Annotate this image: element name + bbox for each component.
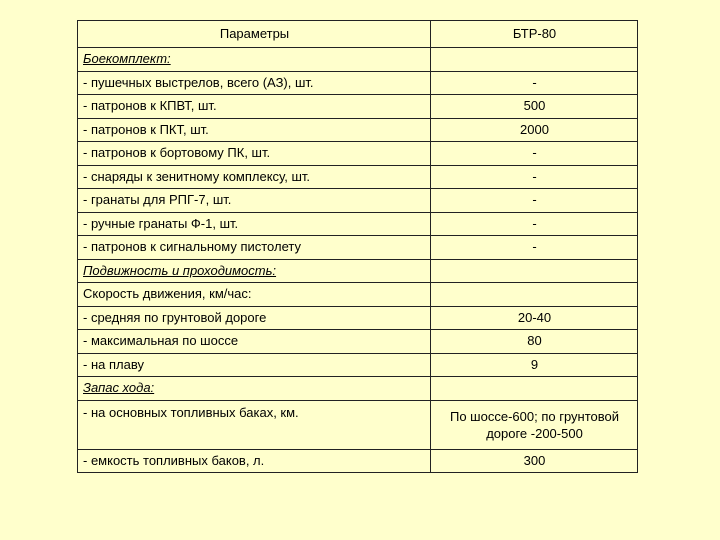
- table-row: [78, 95, 638, 119]
- table-cell-label: - пушечных выстрелов, всего (АЗ), шт.: [78, 71, 431, 95]
- table-row: [78, 236, 638, 260]
- table-cell-value: -: [431, 189, 638, 213]
- spec-table: [77, 20, 638, 473]
- table-row: [78, 283, 638, 307]
- table-cell-label: - емкость топливных баков, л.: [78, 449, 431, 473]
- table-cell-value: 20-40: [431, 306, 638, 330]
- header-parameters: Параметры: [78, 21, 431, 48]
- table-row: [78, 189, 638, 213]
- table-row: [78, 118, 638, 142]
- table-cell-label: - на плаву: [78, 353, 431, 377]
- header-btr80: БТР-80: [431, 21, 638, 48]
- table-cell-label: - патронов к ПКТ, шт.: [78, 118, 431, 142]
- table-cell-value: 300: [431, 449, 638, 473]
- table-cell-label: - гранаты для РПГ-7, шт.: [78, 189, 431, 213]
- table-cell-label: - патронов к сигнальному пистолету: [78, 236, 431, 260]
- table-cell-label: - максимальная по шоссе: [78, 330, 431, 354]
- table-cell-label: - средняя по грунтовой дороге: [78, 306, 431, 330]
- table-row: [78, 353, 638, 377]
- section-title-mobility: Подвижность и проходимость:: [78, 259, 431, 283]
- table-row: [78, 142, 638, 166]
- section-title-ammo: Боекомплект:: [78, 48, 431, 72]
- table-cell-value: [431, 283, 638, 307]
- table-row: [78, 330, 638, 354]
- section-row-ammo: [78, 48, 638, 72]
- table-row: [78, 165, 638, 189]
- section-row-mobility: [78, 259, 638, 283]
- table-cell-label: - патронов к бортовому ПК, шт.: [78, 142, 431, 166]
- table-row: [78, 212, 638, 236]
- table-cell-value: -: [431, 142, 638, 166]
- table-cell-label: - снаряды к зенитному комплексу, шт.: [78, 165, 431, 189]
- table-cell-value: -: [431, 212, 638, 236]
- section-title-range: Запас хода:: [78, 377, 431, 401]
- table-row: [78, 71, 638, 95]
- table-cell-value: [431, 48, 638, 72]
- table-cell-value: 2000: [431, 118, 638, 142]
- table-cell-value: -: [431, 165, 638, 189]
- table-cell-value: [431, 377, 638, 401]
- table-cell-label: - на основных топливных баках, км.: [78, 400, 431, 449]
- table-row: [78, 306, 638, 330]
- table-header-row: [78, 21, 638, 48]
- table-cell-value: -: [431, 71, 638, 95]
- table-cell-value: 9: [431, 353, 638, 377]
- table-row: [78, 449, 638, 473]
- table-cell-value: 500: [431, 95, 638, 119]
- table-cell-value: 80: [431, 330, 638, 354]
- table-cell-label: Скорость движения, км/час:: [78, 283, 431, 307]
- table-cell-value: По шоссе-600; по грунтовой дороге -200-500: [431, 400, 638, 449]
- table-cell-value: [431, 259, 638, 283]
- table-cell-value: -: [431, 236, 638, 260]
- section-row-range: [78, 377, 638, 401]
- table-cell-label: - патронов к КПВТ, шт.: [78, 95, 431, 119]
- table-row: [78, 400, 638, 449]
- table-cell-label: - ручные гранаты Ф-1, шт.: [78, 212, 431, 236]
